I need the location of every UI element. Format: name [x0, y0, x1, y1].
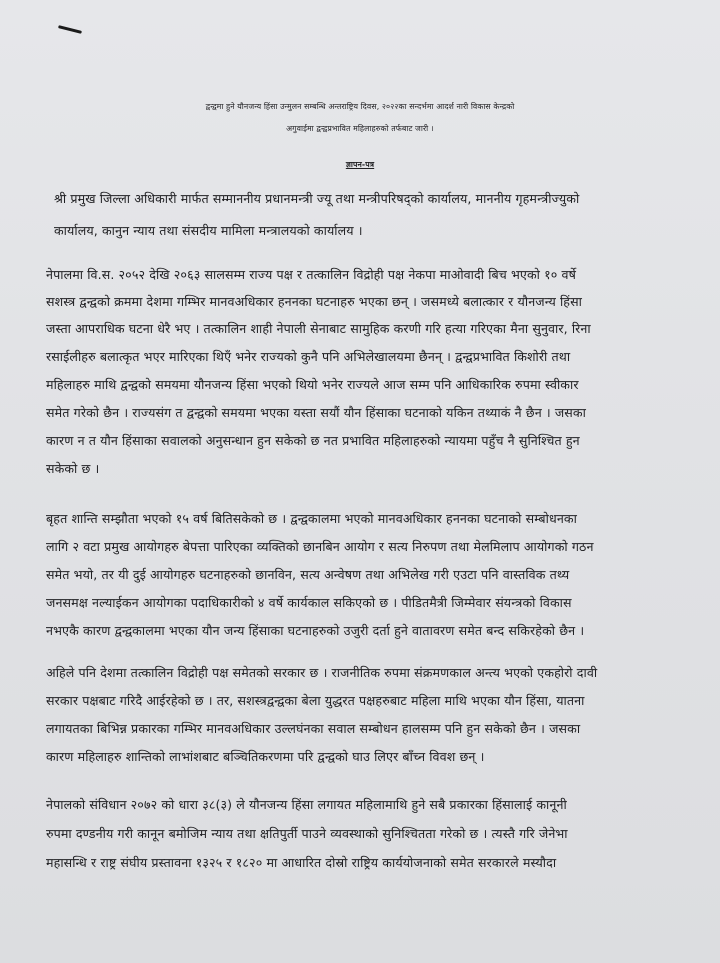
paragraph-2-line: जनसमक्ष नल्याईकन आयोगका पदाधिकारीको ४ वर्षे कार्यकाल सकिएको छ । पीडितमैत्री जिम्मेवार संयन्त्रको विकास — [46, 595, 572, 610]
addressee-line-2: कार्यालय, कानुन न्याय तथा संसदीय मामिला मन्त्रालयको कार्यालय । — [54, 223, 363, 238]
paragraph-2-line: बृहत शान्ति सम्झौता भएको १५ वर्ष बितिसकेको छ । द्वन्द्वकालमा भएको मानवअधिकार हननका घटनाको सम्बोधनका — [46, 511, 577, 526]
document-heading-line-2: अगुवाईमा द्वन्द्वप्रभावित महिलाहरुको तर्फबाट जारी । — [286, 124, 434, 133]
paragraph-3-line: कारण महिलाहरु शान्तिको लाभांशबाट बञ्चितिकरणमा परि द्वन्द्वको घाउ लिएर बाँच्न विवश छन् । — [46, 749, 485, 764]
paragraph-1-line: सशस्त्र द्वन्द्वको क्रममा देशमा गम्भिर मानवअधिकार हननका घटनाहरु भएका छन् । जसमध्ये बलात्कार र यौनजन्य हिंसा — [46, 294, 582, 309]
paragraph-1-line: कारण न त यौन हिंसाका सवालको अनुसन्धान हुन सकेको छ नत प्रभावित महिलाहरुको न्यायमा पहुँच नै सुनिश्चित हुन — [46, 433, 580, 448]
paragraph-3-line: अहिले पनि देशमा तत्कालिन विद्रोही पक्ष समेतको सरकार छ । राजनीतिक रुपमा संक्रमणकाल अन्त्य भएको एकहोरो दावी — [46, 665, 598, 680]
document-title: ज्ञापन-पत्र — [345, 160, 375, 169]
paragraph-3-line: लगायतका बिभिन्न प्रकारका गम्भिर मानवअधिकार उल्लघंनका सवाल सम्बोधन हालसम्म पनि हुन सकेको छैन । जसका — [46, 721, 581, 736]
addressee-line-1: श्री प्रमुख जिल्ला अधिकारी मार्फत सम्माननीय प्रधानमन्त्री ज्यू तथा मन्त्रीपरिषद्को कार्यालय, माननीय गृहमन्त्रीज्युको — [54, 191, 580, 206]
paragraph-2-line: लागि २ वटा प्रमुख आयोगहरु बेपत्ता पारिएका व्यक्तिको छानबिन आयोग र सत्य निरुपण तथा मेलमिलाप आयोगको गठन — [46, 539, 594, 554]
document-heading-line-1: द्वन्द्वमा हुने यौनजन्य हिंसा उन्मुलन सम्बन्धि अन्तराष्ट्रिय दिवस, २०२२का सन्दर्भमा आदर्श नारी विकास केन्द्रको — [205, 102, 515, 111]
paragraph-4-line: नेपालको संविधान २०७२ को धारा ३८(३) ले यौनजन्य हिंसा लगायत महिलामाथि हुने सबै प्रकारका हिंसालाई कानूनी — [46, 797, 567, 812]
paragraph-1-line: सकेको छ । — [46, 461, 100, 476]
paragraph-3-line: सरकार पक्षबाट गरिदै आईरहेको छ । तर, सशस्त्रद्वन्द्वका बेला युद्धरत पक्षहरुबाट महिला माथि भएका यौन हिंसा, यातना — [46, 693, 585, 708]
paragraph-1-line: समेत गरेको छैन । राज्यसंग त द्वन्द्वको समयमा भएका यस्ता सयौं यौन हिंसाका घटनाको यकिन तथ्याकं नै छैन । जसका — [46, 405, 586, 420]
paragraph-2-line: समेत भयो, तर यी दुई आयोगहरु घटनाहरुको छानविन, सत्य अन्वेषण तथा अभिलेख गरी एउटा पनि वास्तविक तथ्य — [46, 567, 570, 582]
paragraph-4-line: रुपमा दण्डनीय गरी कानून बमोजिम न्याय तथा क्षतिपुर्ती पाउने व्यवस्थाको सुनिश्चितता गरेको छ । त्यस्तै गरि जेनेभा — [46, 826, 568, 841]
paragraph-1-line: जस्ता आपराधिक घटना धेरै भए । तत्कालिन शाही नेपाली सेनाबाट सामुहिक करणी गरि हत्या गरिएका मैना सुनुवार, रिना — [46, 321, 591, 336]
paragraph-4-line: महासन्धि र राष्ट्र संघीय प्रस्तावना १३२५ र १८२० मा आधारित दोस्रो राष्ट्रिय कार्ययोजनाको समेत सरकारले मस्यौदा — [46, 855, 557, 870]
paragraph-1-line: रसाईलीहरु बलात्कृत भएर मारिएका थिएँ भनेर राज्यको कुनै पनि अभिलेखालयमा छैनन् । द्वन्द्वप्रभावित किशोरी तथा — [46, 349, 571, 364]
pen-stroke-mark — [58, 25, 82, 34]
paragraph-2-line: नभएकै कारण द्वन्द्वकालमा भएका यौन जन्य हिंसाका घटनाहरुको उजुरी दर्ता हुने वातावरण समेत बन्द सकिरहेको छैन । — [46, 623, 585, 638]
paragraph-1-line: नेपालमा वि.स. २०५२ देखि २०६३ सालसम्म राज्य पक्ष र तत्कालिन विद्रोही पक्ष नेकपा माओवादी बिच भएको १० वर्षे — [46, 267, 576, 282]
paragraph-1-line: महिलाहरु माथि द्वन्द्वको समयमा यौनजन्य हिंसा भएको थियो भनेर राज्यले आज सम्म पनि आधिकारिक रुपमा स्वीकार — [46, 377, 579, 392]
